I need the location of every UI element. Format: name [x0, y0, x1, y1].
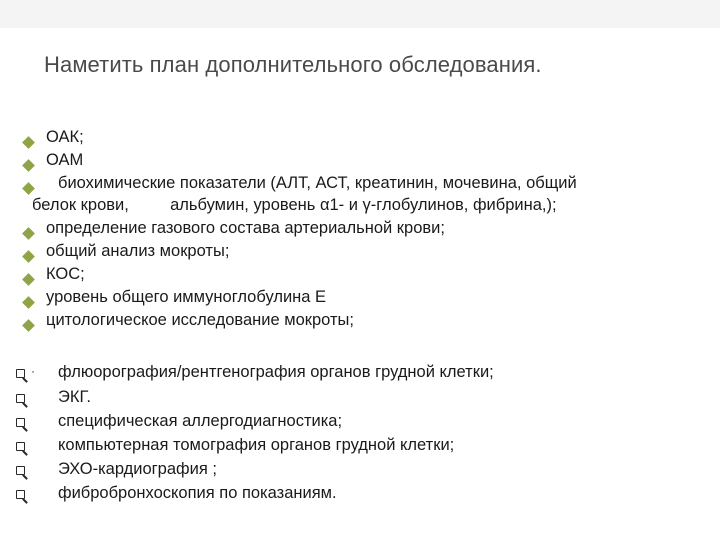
list-item: флюорография/рентгенография органов грудной клетки;	[58, 363, 494, 381]
checkbox-bullet-icon	[16, 466, 25, 475]
diamond-bullet-icon	[22, 273, 35, 286]
checkbox-bullet-icon	[16, 394, 25, 403]
diamond-bullet-icon	[22, 182, 35, 195]
list-item: общий анализ мокроты;	[46, 242, 230, 260]
diamond-bullet-icon	[22, 319, 35, 332]
list-item: ЭХО-кардиография ;	[58, 460, 217, 478]
list-item: биохимические показатели (АЛТ, АСТ, креатинин, мочевина, общий	[58, 174, 577, 192]
top-band	[0, 0, 720, 28]
checkbox-bullet-icon	[16, 490, 25, 499]
slide-title: Наметить план дополнительного обследования.	[44, 52, 542, 77]
list-item: ЭКГ.	[58, 388, 91, 406]
dot-marker: ·	[31, 364, 35, 378]
diamond-bullet-icon	[22, 227, 35, 240]
list-item: фибробронхоскопия по показаниям.	[58, 484, 337, 502]
diamond-bullet-icon	[22, 250, 35, 263]
diamond-bullet-icon	[22, 296, 35, 309]
list-item: КОС;	[46, 265, 85, 283]
checkbox-bullet-icon	[16, 442, 25, 451]
diamond-bullet-icon	[22, 159, 35, 172]
checkbox-bullet-icon	[16, 369, 25, 378]
list-item: компьютерная томография органов грудной клетки;	[58, 436, 455, 454]
checkbox-bullet-icon	[16, 418, 25, 427]
list-item: специфическая аллергодиагностика;	[58, 412, 343, 430]
list-item: уровень общего иммуноглобулина Е	[46, 288, 327, 306]
list-item: ОАК;	[46, 128, 84, 146]
diamond-bullet-icon	[22, 136, 35, 149]
list-item: определение газового состава артериальной крови;	[46, 219, 445, 237]
list-item-continuation: белок крови, альбумин, уровень α1- и γ-глобулинов, фибрина,);	[32, 196, 557, 214]
list-item: ОАМ	[46, 151, 84, 169]
list-item: цитологическое исследование мокроты;	[46, 311, 354, 329]
